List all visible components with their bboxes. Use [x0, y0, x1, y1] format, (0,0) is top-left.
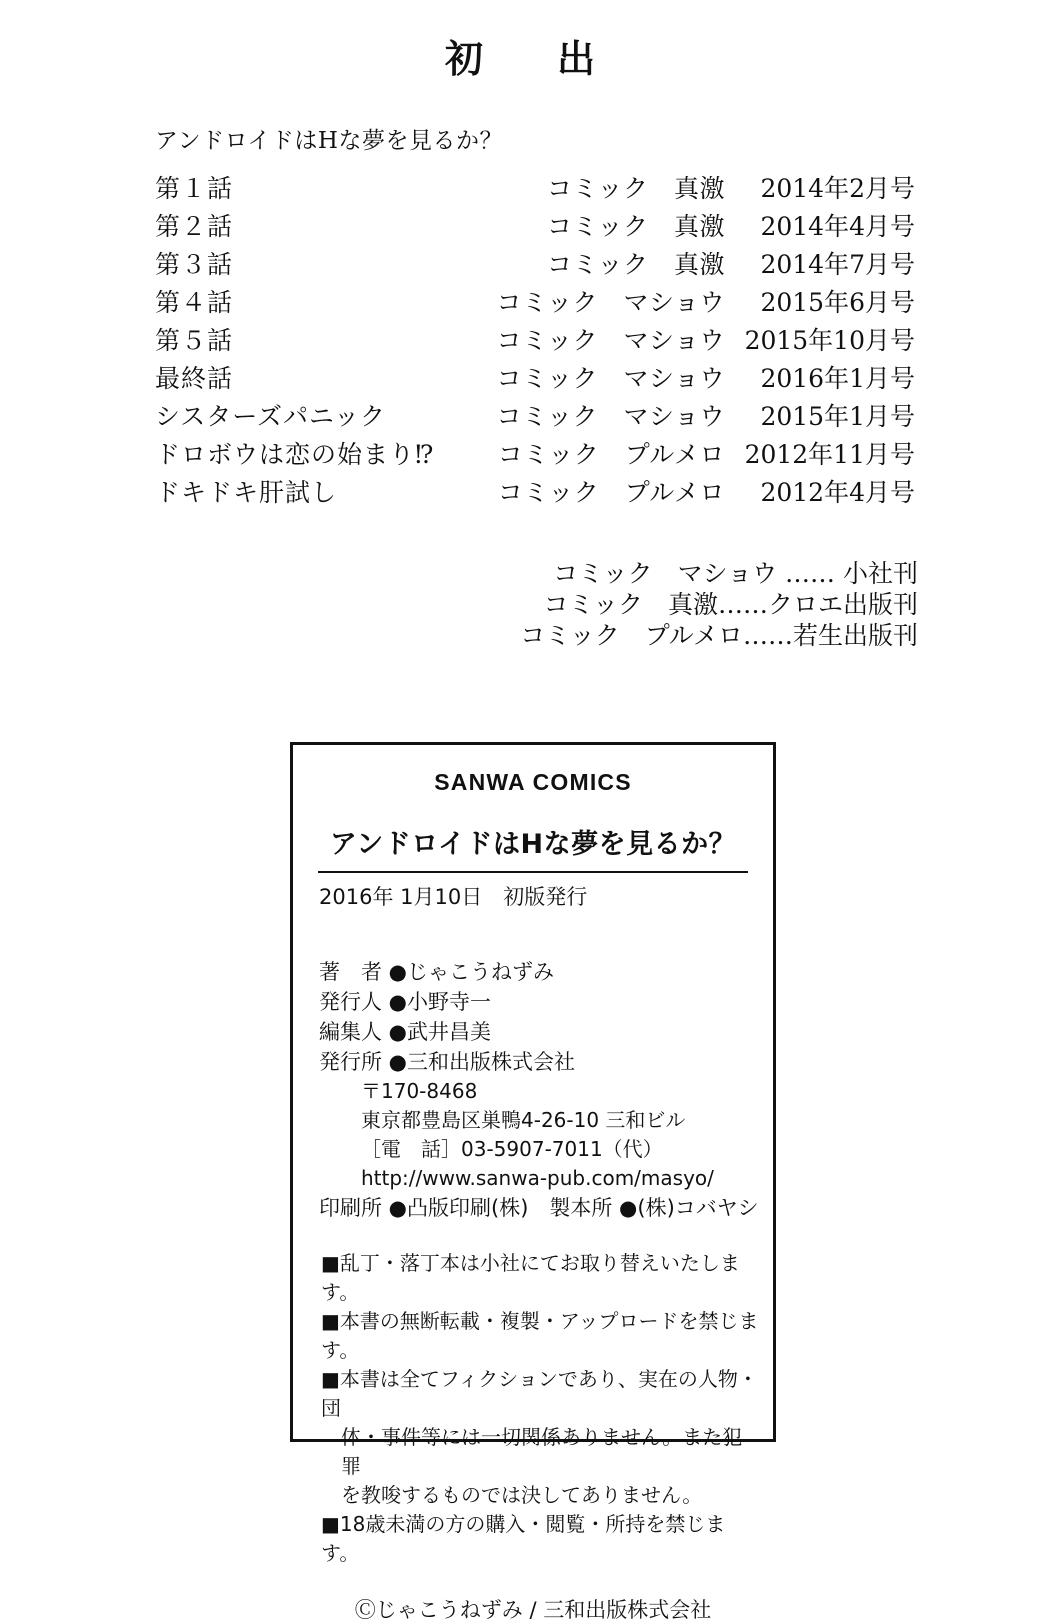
colophon-box: [290, 742, 776, 1622]
credit-magazine: コミック 真激: [546, 212, 725, 241]
colophon-staff-line: 発行所 ●三和出版株式会社: [319, 1050, 575, 1074]
notice-line: を教唆するものでは決してありません。: [341, 1483, 703, 1507]
credit-magazine: コミック マショウ: [496, 402, 725, 431]
page-title: 初 出: [444, 36, 613, 81]
colophon-phone: ［電 話］03-5907-7011（代）: [361, 1137, 663, 1161]
colophon-website-url: http://www.sanwa-pub.com/masyo/: [361, 1166, 714, 1190]
table-row: [155, 283, 915, 321]
credit-issue: 2014年2月号: [760, 174, 915, 203]
credit-magazine: コミック 真激: [546, 250, 725, 279]
credit-issue: 2012年11月号: [744, 440, 915, 469]
table-row: [155, 169, 915, 207]
colophon-printing: 印刷所 ●凸版印刷(株) 製本所 ●(株)コバヤシ: [319, 1196, 759, 1220]
colophon-staff: [293, 957, 773, 1077]
publisher-notes: [0, 558, 918, 651]
table-row: [155, 359, 915, 397]
credit-chapter: ドロボウは恋の始まり⁉: [155, 440, 435, 469]
notice-line: ■本書の無断転載・複製・アップロードを禁じます。: [321, 1309, 759, 1362]
colophon-book-title: アンドロイドはHな夢を見るか？: [329, 829, 737, 860]
credits-work-title: アンドロイドはHな夢を見るか？: [155, 128, 503, 154]
colophon-copyright: Ⓒじゃこうねずみ / 三和出版株式会社: [354, 1598, 712, 1622]
first-appearance-credits: [155, 122, 915, 511]
table-row: [155, 321, 915, 359]
colophon-staff-line: 編集人 ●武井昌美: [319, 1020, 491, 1044]
publisher-note-line: コミック マショウ …… 小社刊: [553, 559, 918, 588]
credit-issue: 2014年4月号: [760, 212, 915, 241]
table-row: [155, 473, 915, 511]
credit-magazine: コミック マショウ: [496, 326, 725, 355]
notice-line: ■乱丁・落丁本は小社にてお取り替えいたします。: [321, 1251, 740, 1304]
colophon-brand: SANWA COMICS: [434, 769, 632, 795]
credit-chapter: 第３話: [155, 250, 234, 279]
credit-issue: 2015年10月号: [744, 326, 915, 355]
credit-issue: 2015年6月号: [760, 288, 915, 317]
notice-line: ■18歳未満の方の購入・閲覧・所持を禁じます。: [321, 1512, 726, 1565]
colophon-postal-code: 〒170-8468: [361, 1079, 478, 1103]
colophon-staff-line: 発行人 ●小野寺一: [319, 990, 491, 1014]
credit-issue: 2015年1月号: [760, 402, 915, 431]
credit-chapter: 最終話: [155, 364, 234, 393]
credit-chapter: シスターズパニック: [155, 402, 387, 431]
credit-chapter: 第４話: [155, 288, 234, 317]
credit-magazine: コミック マショウ: [496, 364, 725, 393]
table-row: [155, 245, 915, 283]
credit-issue: 2014年7月号: [760, 250, 915, 279]
table-row: [155, 397, 915, 435]
notice-line: 体・事件等には一切関係ありません。また犯罪: [341, 1425, 743, 1478]
divider: [318, 871, 748, 873]
credit-chapter: 第１話: [155, 174, 234, 203]
credit-chapter: ドキドキ肝試し: [155, 478, 338, 507]
credit-magazine: コミック プルメロ: [497, 478, 725, 507]
credit-issue: 2012年4月号: [760, 478, 915, 507]
colophon-street-address: 東京都豊島区巣鴨4-26-10 三和ビル: [361, 1108, 686, 1132]
credit-magazine: コミック プルメロ: [497, 440, 725, 469]
credit-magazine: コミック 真激: [546, 174, 725, 203]
colophon-staff-line: 著 者 ●じゃこうねずみ: [319, 960, 554, 984]
credit-magazine: コミック マショウ: [496, 288, 725, 317]
colophon-publication-date: 2016年 1月10日 初版発行: [319, 885, 588, 909]
notice-line: ■本書は全てフィクションであり、実在の人物・団: [321, 1367, 758, 1420]
colophon-notices: [293, 1249, 773, 1568]
credit-issue: 2016年1月号: [760, 364, 915, 393]
credit-chapter: 第２話: [155, 212, 234, 241]
publisher-note-line: コミック 真激……クロエ出版刊: [543, 590, 918, 619]
credit-chapter: 第５話: [155, 326, 234, 355]
colophon-address: [293, 1077, 773, 1193]
table-row: [155, 207, 915, 245]
table-row: [155, 435, 915, 473]
publisher-note-line: コミック プルメロ……若生出版刊: [520, 621, 918, 650]
